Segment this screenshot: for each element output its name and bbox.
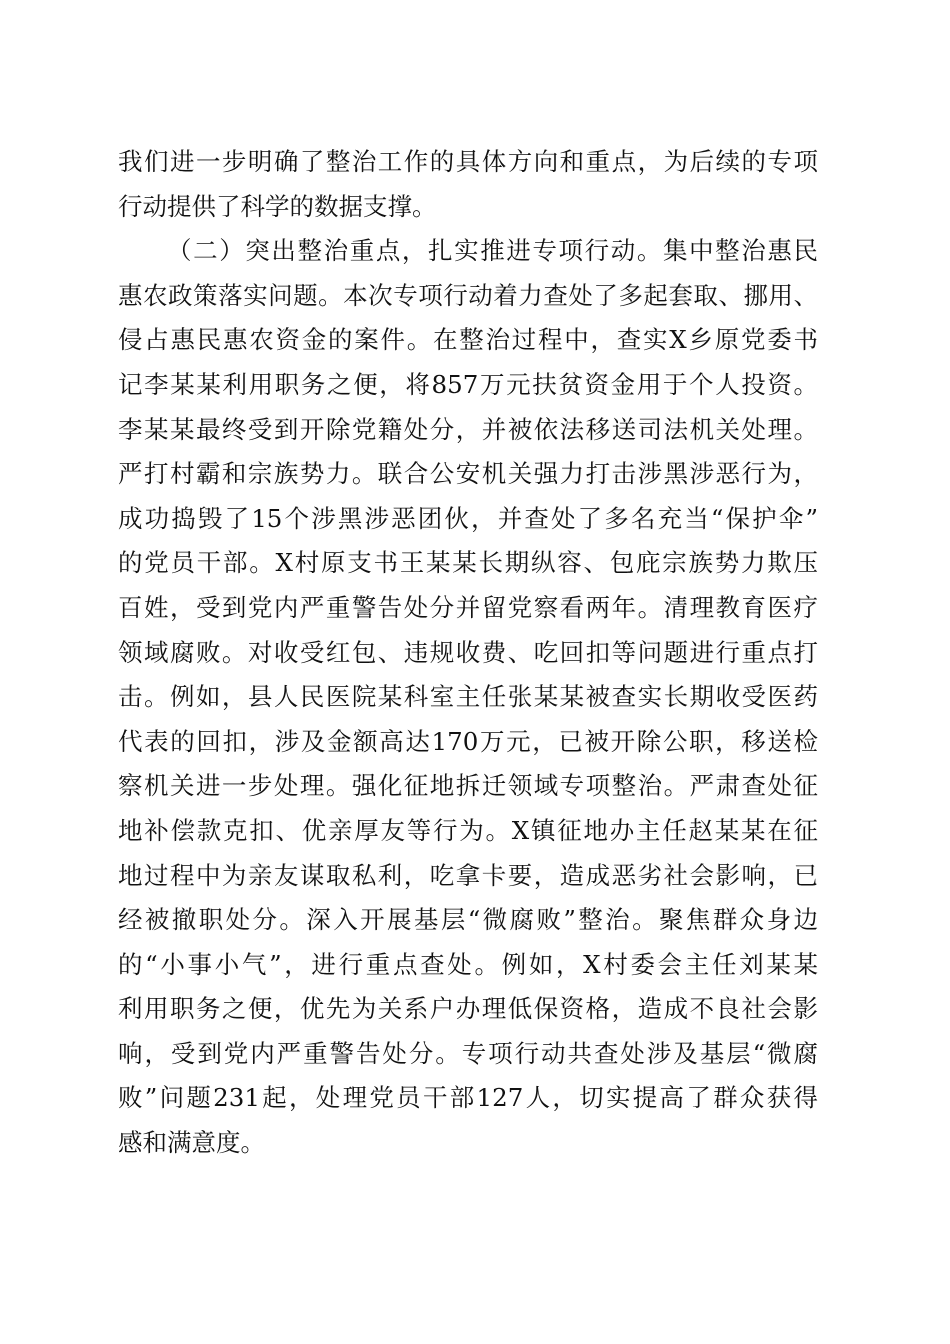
text-line: 经被撤职处分。深入开展基层“微腐败”整治。聚焦群众身边: [118, 905, 818, 935]
text-line: 败”问题231起，处理党员干部127人，切实提高了群众获得: [118, 1083, 818, 1113]
text-line: 响，受到党内严重警告处分。专项行动共查处涉及基层“微腐: [118, 1038, 818, 1068]
text-line: 利用职务之便，优先为关系户办理低保资格，造成不良社会影: [118, 994, 818, 1024]
text-line: 惠农政策落实问题。本次专项行动着力查处了多起套取、挪用、: [118, 280, 818, 310]
text-line: 成功捣毁了15个涉黑涉恶团伙，并查处了多名充当“保护伞”: [118, 503, 818, 533]
text-line: 地过程中为亲友谋取私利，吃拿卡要，造成恶劣社会影响，已: [118, 860, 818, 890]
text-line: 的“小事小气”，进行重点查处。例如，X村委会主任刘某某: [118, 949, 818, 979]
text-line: 察机关进一步处理。强化征地拆迁领域专项整治。严肃查处征: [118, 771, 818, 801]
text-line: 地补偿款克扣、优亲厚友等行为。X镇征地办主任赵某某在征: [118, 815, 818, 845]
text-line: 李某某最终受到开除党籍处分，并被依法移送司法机关处理。: [118, 414, 818, 444]
body-text: [118, 140, 818, 1166]
section-heading-line: （二）突出整治重点，扎实推进专项行动。集中整治惠民: [167, 236, 818, 266]
text-line: 领域腐败。对收受红包、违规收费、吃回扣等问题进行重点打: [118, 637, 818, 667]
text-line: 侵占惠民惠农资金的案件。在整治过程中，查实X乡原党委书: [118, 325, 818, 355]
text-line: 我们进一步明确了整治工作的具体方向和重点，为后续的专项: [118, 147, 818, 176]
text-line: 记李某某利用职务之便，将857万元扶贫资金用于个人投资。: [118, 369, 818, 399]
text-line: 行动提供了科学的数据支撑。: [118, 191, 437, 221]
text-line: 百姓，受到党内严重警告处分并留党察看两年。清理教育医疗: [118, 592, 818, 622]
text-line: 击。例如，县人民医院某科室主任张某某被查实长期收受医药: [118, 682, 818, 712]
text-line: 严打村霸和宗族势力。联合公安机关强力打击涉黑涉恶行为，: [118, 459, 818, 489]
text-line: 代表的回扣，涉及金额高达170万元，已被开除公职，移送检: [118, 726, 818, 756]
text-line: 的党员干部。X村原支书王某某长期纵容、包庇宗族势力欺压: [118, 548, 818, 578]
text-line: 感和满意度。: [118, 1128, 265, 1158]
